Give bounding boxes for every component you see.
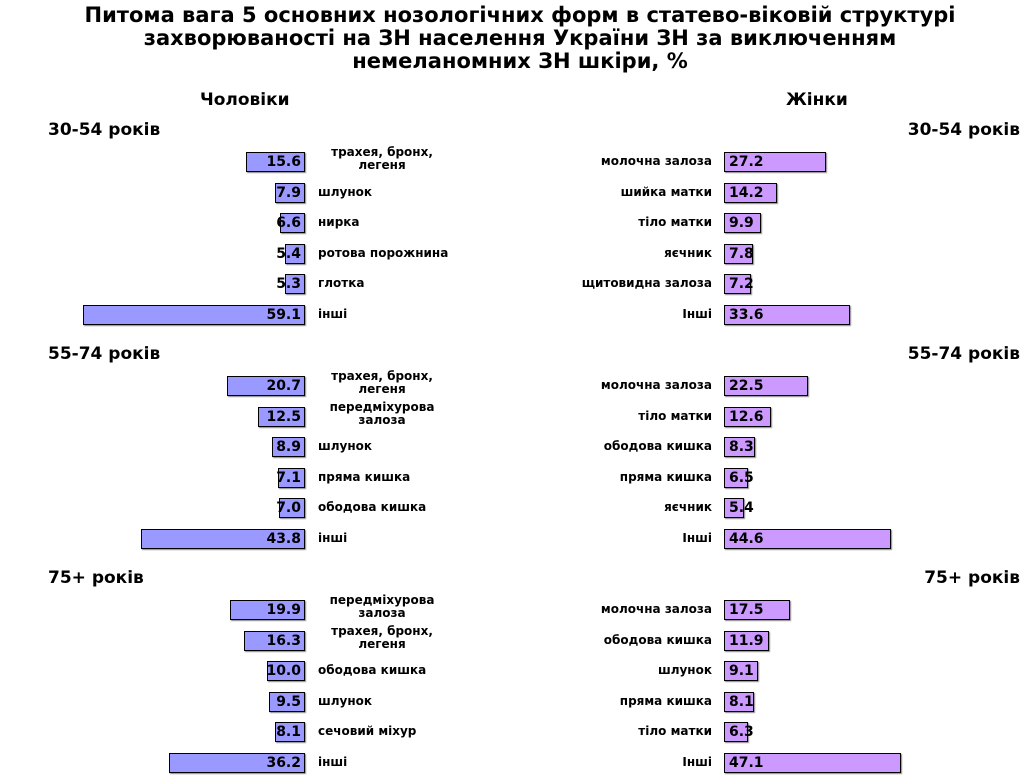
male-age-group-label: 55-74 років [48, 344, 161, 364]
male-category-label: глотка [318, 276, 365, 290]
female-category-label: шлунок [657, 663, 712, 677]
male-bar-value: 6.6 [276, 215, 301, 231]
female-bar-value: 22.5 [729, 378, 764, 394]
male-bar-value: 5.4 [276, 246, 301, 262]
male-category-label: ободова кишка [318, 663, 427, 677]
female-category-label: ободова кишка [603, 633, 712, 647]
female-bar-value: 8.3 [729, 439, 754, 455]
male-bar-value: 36.2 [266, 755, 301, 771]
female-bar-value: 9.9 [729, 215, 754, 231]
female-bar-value: 12.6 [729, 409, 764, 425]
female-category-label: яєчник [664, 246, 712, 260]
female-bar-value: 27.2 [729, 154, 764, 170]
female-category-label: тіло матки [638, 409, 712, 423]
male-bar-value: 43.8 [266, 531, 301, 547]
male-category-label: сечовий міхур [318, 724, 417, 738]
male-category-label: ротова порожнина [318, 246, 449, 260]
male-category-label: ободова кишка [318, 500, 427, 514]
chart-title-line-1: Питома вага 5 основних нозологічних форм в статево-віковій структурі [84, 3, 956, 27]
male-bar-value: 7.0 [276, 500, 301, 516]
male-bar-value: 7.1 [276, 470, 301, 486]
female-category-label: ободова кишка [603, 439, 712, 453]
male-category-label: інші [318, 307, 348, 321]
male-bar-value: 8.9 [276, 439, 301, 455]
male-category-label: шлунок [318, 185, 373, 199]
female-bar-value: 33.6 [729, 307, 764, 323]
male-age-group-label: 75+ років [48, 568, 144, 588]
female-category-label: тіло матки [638, 724, 712, 738]
female-bar-value: 8.1 [729, 694, 754, 710]
male-category-label: інші [318, 531, 348, 545]
male-category-label: передміхурова залоза [329, 593, 435, 620]
female-age-group-label: 30-54 років [907, 120, 1020, 140]
female-category-label: Інші [682, 307, 712, 321]
female-bar-value: 14.2 [729, 185, 764, 201]
female-bar-value: 17.5 [729, 602, 764, 618]
male-bar-value: 9.5 [276, 694, 301, 710]
male-age-group-label: 30-54 років [48, 120, 161, 140]
male-bar-value: 19.9 [266, 602, 301, 618]
male-bar-value: 10.0 [266, 663, 301, 679]
male-bar-value: 12.5 [266, 409, 301, 425]
male-category-label: передміхурова залоза [329, 400, 435, 427]
female-bar-value: 7.8 [729, 246, 754, 262]
male-bar-value: 20.7 [266, 378, 301, 394]
female-bar-value: 6.5 [729, 470, 754, 486]
male-category-label: шлунок [318, 439, 373, 453]
female-age-group-label: 75+ років [924, 568, 1020, 588]
female-category-label: молочна залоза [600, 154, 712, 168]
male-category-label: інші [318, 755, 348, 769]
male-category-label: трахея, бронх, легеня [331, 624, 433, 651]
female-bar-value: 6.3 [729, 724, 754, 740]
chart-title-line-2: захворюваності на ЗН населення України ЗН за виключенням [143, 26, 897, 50]
female-category-label: пряма кишка [619, 694, 712, 708]
female-category-label: яєчник [664, 500, 712, 514]
female-bar-value: 47.1 [729, 755, 764, 771]
female-bar-value: 9.1 [729, 663, 754, 679]
female-category-label: пряма кишка [619, 470, 712, 484]
male-bar-value: 5.3 [276, 276, 301, 292]
male-category-label: шлунок [318, 694, 373, 708]
female-category-label: щитовидна залоза [581, 276, 712, 290]
female-category-label: молочна залоза [600, 378, 712, 392]
male-bar-value: 7.9 [276, 185, 301, 201]
female-category-label: молочна залоза [600, 602, 712, 616]
female-age-group-label: 55-74 років [907, 344, 1020, 364]
male-bar-value: 16.3 [266, 633, 301, 649]
male-category-label: пряма кишка [318, 470, 411, 484]
female-category-label: шийка матки [620, 185, 712, 199]
female-bar-value: 11.9 [729, 633, 764, 649]
female-bar-value: 5.4 [729, 500, 754, 516]
female-header: Жінки [786, 90, 848, 110]
female-category-label: тіло матки [638, 215, 712, 229]
male-category-label: трахея, бронх, легеня [331, 369, 433, 396]
female-category-label: Інші [682, 531, 712, 545]
female-bar-value: 44.6 [729, 531, 764, 547]
male-bar-value: 15.6 [266, 154, 301, 170]
male-bar-value: 8.1 [276, 724, 301, 740]
male-category-label: нирка [318, 215, 360, 229]
male-header: Чоловіки [200, 90, 290, 110]
female-bar-value: 7.2 [729, 276, 754, 292]
male-bar-value: 59.1 [266, 307, 301, 323]
female-category-label: Інші [682, 755, 712, 769]
chart-title-line-3: немеланомних ЗН шкіри, % [352, 49, 688, 73]
male-category-label: трахея, бронх, легеня [331, 145, 433, 172]
